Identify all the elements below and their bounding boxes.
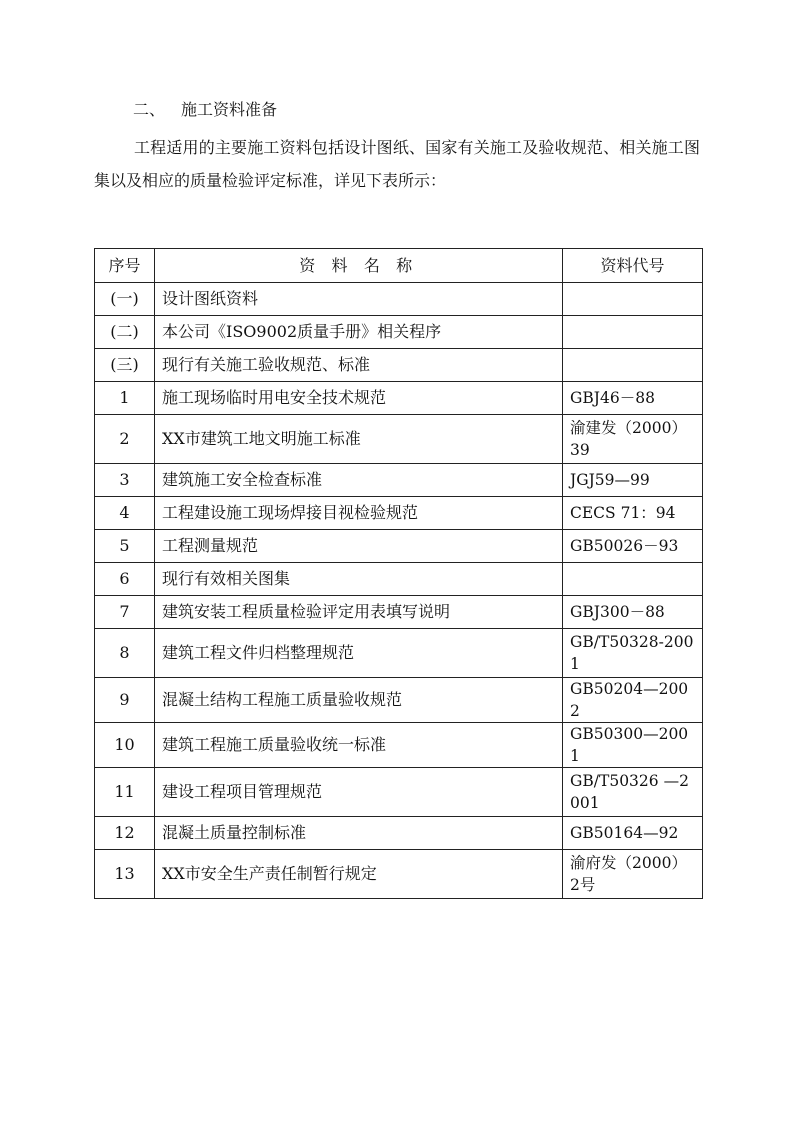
row-code: GBJ46－88 xyxy=(563,382,703,415)
table-row xyxy=(95,563,703,596)
section-number: 二、 xyxy=(133,100,166,119)
table-row xyxy=(95,349,703,382)
table-row xyxy=(95,596,703,629)
row-name: XX市安全生产责任制暂行规定 xyxy=(155,850,563,899)
row-name: 建筑施工安全检查标准 xyxy=(155,464,563,497)
row-name: 建筑工程施工质量验收统一标准 xyxy=(155,723,563,768)
row-code xyxy=(563,349,703,382)
table-header-row xyxy=(95,249,703,283)
row-name: 建筑安装工程质量检验评定用表填写说明 xyxy=(155,596,563,629)
row-index: 12 xyxy=(95,817,155,850)
row-index: 6 xyxy=(95,563,155,596)
row-code: CECS 71：94 xyxy=(563,497,703,530)
row-index: (二) xyxy=(95,316,155,349)
table-row xyxy=(95,850,703,899)
table-row xyxy=(95,723,703,768)
table-row xyxy=(95,497,703,530)
row-index: 3 xyxy=(95,464,155,497)
header-index: 序号 xyxy=(95,249,155,283)
row-index: (一) xyxy=(95,283,155,316)
row-code xyxy=(563,316,703,349)
row-index: 11 xyxy=(95,768,155,817)
row-code: 渝府发（2000）2号 xyxy=(563,850,703,899)
row-code: GB50164—92 xyxy=(563,817,703,850)
row-index: 8 xyxy=(95,629,155,678)
row-index: 13 xyxy=(95,850,155,899)
table-row xyxy=(95,530,703,563)
reference-table xyxy=(94,248,703,899)
row-name: 工程测量规范 xyxy=(155,530,563,563)
table-row xyxy=(95,283,703,316)
row-name: 施工现场临时用电安全技术规范 xyxy=(155,382,563,415)
row-index: (三) xyxy=(95,349,155,382)
section-heading xyxy=(133,98,277,122)
table-row xyxy=(95,415,703,464)
table-row xyxy=(95,316,703,349)
row-code: GB50204—2002 xyxy=(563,678,703,723)
row-index: 9 xyxy=(95,678,155,723)
row-name: 工程建设施工现场焊接目视检验规范 xyxy=(155,497,563,530)
row-name: 设计图纸资料 xyxy=(155,283,563,316)
row-code: GB50026－93 xyxy=(563,530,703,563)
row-name: 混凝土质量控制标准 xyxy=(155,817,563,850)
row-name: 建筑工程文件归档整理规范 xyxy=(155,629,563,678)
row-index: 4 xyxy=(95,497,155,530)
table-row xyxy=(95,817,703,850)
row-code: 渝建发（2000）39 xyxy=(563,415,703,464)
header-code: 资料代号 xyxy=(563,249,703,283)
header-name: 资 料 名 称 xyxy=(155,249,563,283)
row-code: GBJ300－88 xyxy=(563,596,703,629)
row-name: 本公司《ISO9002质量手册》相关程序 xyxy=(155,316,563,349)
row-name: 混凝土结构工程施工质量验收规范 xyxy=(155,678,563,723)
table-row xyxy=(95,768,703,817)
row-code: JGJ59—99 xyxy=(563,464,703,497)
row-name: 建设工程项目管理规范 xyxy=(155,768,563,817)
row-code xyxy=(563,283,703,316)
row-code xyxy=(563,563,703,596)
table-row xyxy=(95,629,703,678)
row-index: 5 xyxy=(95,530,155,563)
row-name: 现行有效相关图集 xyxy=(155,563,563,596)
row-index: 10 xyxy=(95,723,155,768)
row-name: 现行有关施工验收规范、标准 xyxy=(155,349,563,382)
table-row xyxy=(95,678,703,723)
row-index: 1 xyxy=(95,382,155,415)
intro-paragraph: 工程适用的主要施工资料包括设计图纸、国家有关施工及验收规范、相关施工图集以及相应的质量检验评定标准，详见下表所示： xyxy=(94,138,700,190)
section-title: 施工资料准备 xyxy=(181,100,278,119)
table-row xyxy=(95,382,703,415)
row-code: GB50300—2001 xyxy=(563,723,703,768)
row-index: 7 xyxy=(95,596,155,629)
row-code: GB/T50328-2001 xyxy=(563,629,703,678)
table-row xyxy=(95,464,703,497)
row-name: XX市建筑工地文明施工标准 xyxy=(155,415,563,464)
row-code: GB/T50326 —2001 xyxy=(563,768,703,817)
row-index: 2 xyxy=(95,415,155,464)
